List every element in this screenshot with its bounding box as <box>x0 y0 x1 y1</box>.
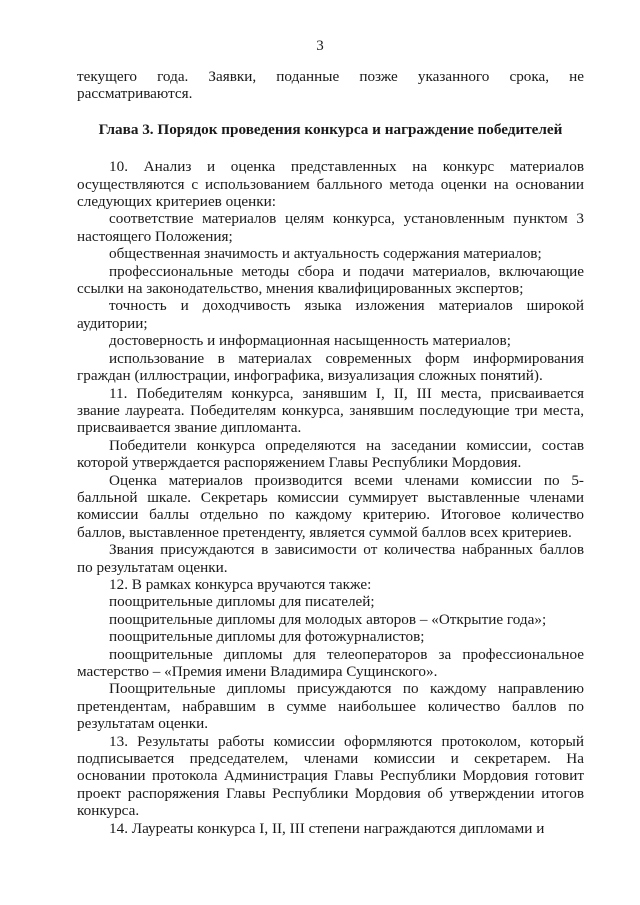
paragraph-item-10: 10. Анализ и оценка представленных на конкурс материалов осуществляются с использованием балльного метода оценки на основании следующих критериев оценки: <box>77 158 584 211</box>
criterion-2: общественная значимость и актуальность содержания материалов; <box>109 245 542 263</box>
paragraph-scoring: Оценка материалов производится всеми членами комиссии по 5-балльной шкале. Секретарь комиссии суммирует выставленные членами комиссии баллы отдельно по каждому критерию. Итоговое количество баллов, выставленное претенденту, является суммой баллов всех критериев. <box>77 471 584 541</box>
document-body <box>77 68 584 837</box>
award-photojournalists: поощрительные дипломы для фотожурналистов; <box>109 628 425 646</box>
paragraph-continuation: текущего года. Заявки, поданные позже указанного срока, не рассматриваются. <box>77 68 584 103</box>
paragraph-item-11: 11. Победителям конкурса, занявшим I, II, III места, присваивается звание лауреата. Победителям конкурса, занявшим последующие три места, присваивается звание дипломанта. <box>77 384 584 437</box>
paragraph-item-13: 13. Результаты работы комиссии оформляются протоколом, который подписывается председателем, членами комиссии и секретарем. На основании протокола Администрация Главы Республики Мордовия готовит проект распоряжения Главы Республики Мордовия об утверждении итогов конкурса. <box>77 732 584 820</box>
criterion-1: соответствие материалов целям конкурса, установленным пунктом 3 настоящего Положения; <box>77 210 584 245</box>
paragraph-winners: Победители конкурса определяются на заседании комиссии, состав которой утверждается распоряжением Главы Республики Мордовия. <box>77 436 584 472</box>
paragraph-titles: Звания присуждаются в зависимости от количества набранных баллов по результатам оценки. <box>77 541 584 576</box>
chapter-heading: Глава 3. Порядок проведения конкурса и награждение победителей <box>98 120 563 138</box>
paragraph-encouragement: Поощрительные дипломы присуждаются по каждому направлению претендентам, набравшим в сумме наибольшее количество баллов по результатам оценки. <box>77 680 584 733</box>
page-number: 3 <box>316 38 324 54</box>
paragraph-item-12: 12. В рамках конкурса вручаются также: <box>109 575 372 593</box>
award-young-authors: поощрительные дипломы для молодых авторов – «Открытие года»; <box>109 610 547 628</box>
criterion-5: достоверность и информационная насыщенность материалов; <box>109 332 511 350</box>
paragraph-item-14: 14. Лауреаты конкурса I, II, III степени награждаются дипломами и <box>109 819 545 837</box>
criterion-6: использование в материалах современных форм информирования граждан (иллюстрации, инфографика, визуализация сложных понятий). <box>77 349 584 385</box>
award-writers: поощрительные дипломы для писателей; <box>109 593 375 611</box>
criterion-3: профессиональные методы сбора и подачи материалов, включающие ссылки на законодательство, мнения квалифицированных экспертов; <box>77 262 584 298</box>
award-camera-operators: поощрительные дипломы для телеоператоров за профессиональное мастерство – «Премия имени Владимира Сущинского». <box>77 645 584 680</box>
criterion-4: точность и доходчивость языка изложения материалов широкой аудитории; <box>77 297 584 332</box>
